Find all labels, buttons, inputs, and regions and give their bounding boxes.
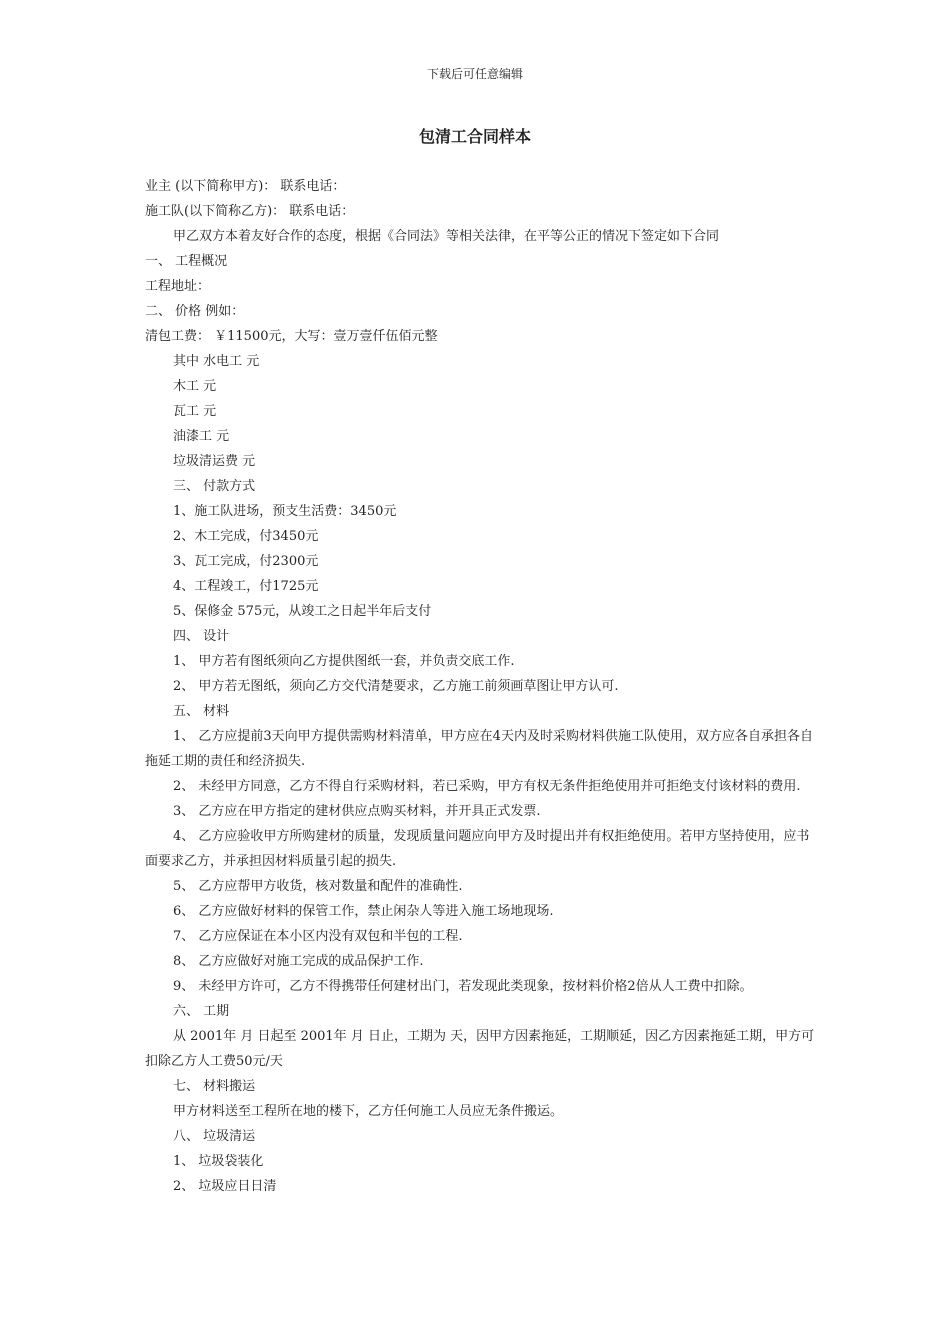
section-heading-2: 二、 价格 例如： [145,304,245,319]
payment-item: 1、施工队进场，预支生活费：3450元 [173,504,397,519]
section-heading-6: 六、 工期 [173,1004,230,1019]
payment-item: 3、瓦工完成，付2300元 [173,554,319,569]
document-body [145,174,815,1199]
fee-item: 木工 元 [173,379,217,394]
total-fee-line: 清包工费： ￥11500元，大写：壹万壹仟伍佰元整 [145,329,438,344]
payment-item: 2、木工完成，付3450元 [173,529,319,544]
material-item: 8、 乙方应做好对施工完成的成品保护工作. [173,954,424,969]
material-item: 2、 未经甲方同意，乙方不得自行采购材料，若已采购，甲方有权无条件拒绝使用并可拒绝支付该材料的费用. [173,779,801,794]
section-heading-4: 四、 设计 [173,629,230,644]
design-item: 1、 甲方若有图纸须向乙方提供图纸一套，并负责交底工作. [173,654,515,669]
fee-item: 其中 水电工 元 [173,354,260,369]
waste-item: 1、 垃圾袋装化 [173,1154,264,1169]
material-item: 6、 乙方应做好材料的保管工作，禁止闲杂人等进入施工场地现场. [173,904,554,919]
fee-item: 瓦工 元 [173,404,217,419]
fee-item: 油漆工 元 [173,429,230,444]
material-item: 3、 乙方应在甲方指定的建材供应点购买材料，并开具正式发票. [173,804,541,819]
header-note: 下载后可任意编辑 [426,67,523,81]
section-heading-1: 一、 工程概况 [145,254,228,269]
material-item: 1、 乙方应提前3天向甲方提供需购材料清单，甲方应在4天内及时采购材料供施工队使用，双方应各自承担各自拖延工期的责任和经济损失. [145,729,813,769]
material-item: 7、 乙方应保证在本小区内没有双包和半包的工程. [173,929,463,944]
project-address: 工程地址： [145,279,211,294]
payment-item: 5、保修金 575元，从竣工之日起半年后支付 [173,604,432,619]
material-item: 5、 乙方应帮甲方收货，核对数量和配件的准确性. [173,879,463,894]
material-item: 9、 未经甲方许可，乙方不得携带任何建材出门，若发现此类现象，按材料价格2倍从人工费中扣除。 [173,979,753,994]
design-item: 2、 甲方若无图纸，须向乙方交代清楚要求，乙方施工前须画草图让甲方认可. [173,679,619,694]
transport-text: 甲方材料送至工程所在地的楼下，乙方任何施工人员应无条件搬运。 [173,1104,564,1119]
contractor-line: 施工队(以下简称乙方)： 联系电话： [145,204,355,219]
section-heading-5: 五、 材料 [173,704,230,719]
section-heading-8: 八、 垃圾清运 [173,1129,256,1144]
schedule-text: 从 2001年 月 日起至 2001年 月 日止，工期为 天，因甲方因素拖延，工期顺延，因乙方因素拖延工期，甲方可扣除乙方人工费50元/天 [145,1029,815,1069]
waste-item: 2、 垃圾应日日清 [173,1179,277,1194]
preamble: 甲乙双方本着友好合作的态度，根据《合同法》等相关法律，在平等公正的情况下签定如下合同 [173,229,720,244]
owner-line: 业主 (以下简称甲方)： 联系电话： [145,179,346,194]
payment-item: 4、工程竣工，付1725元 [173,579,319,594]
document-title: 包清工合同样本 [418,127,531,146]
material-item: 4、 乙方应验收甲方所购建材的质量，发现质量问题应向甲方及时提出并有权拒绝使用。若甲方坚持使用，应书面要求乙方，并承担因材料质量引起的损失. [145,829,810,869]
section-heading-7: 七、 材料搬运 [173,1079,256,1094]
section-heading-3: 三、 付款方式 [173,479,256,494]
fee-item: 垃圾清运费 元 [173,454,256,469]
